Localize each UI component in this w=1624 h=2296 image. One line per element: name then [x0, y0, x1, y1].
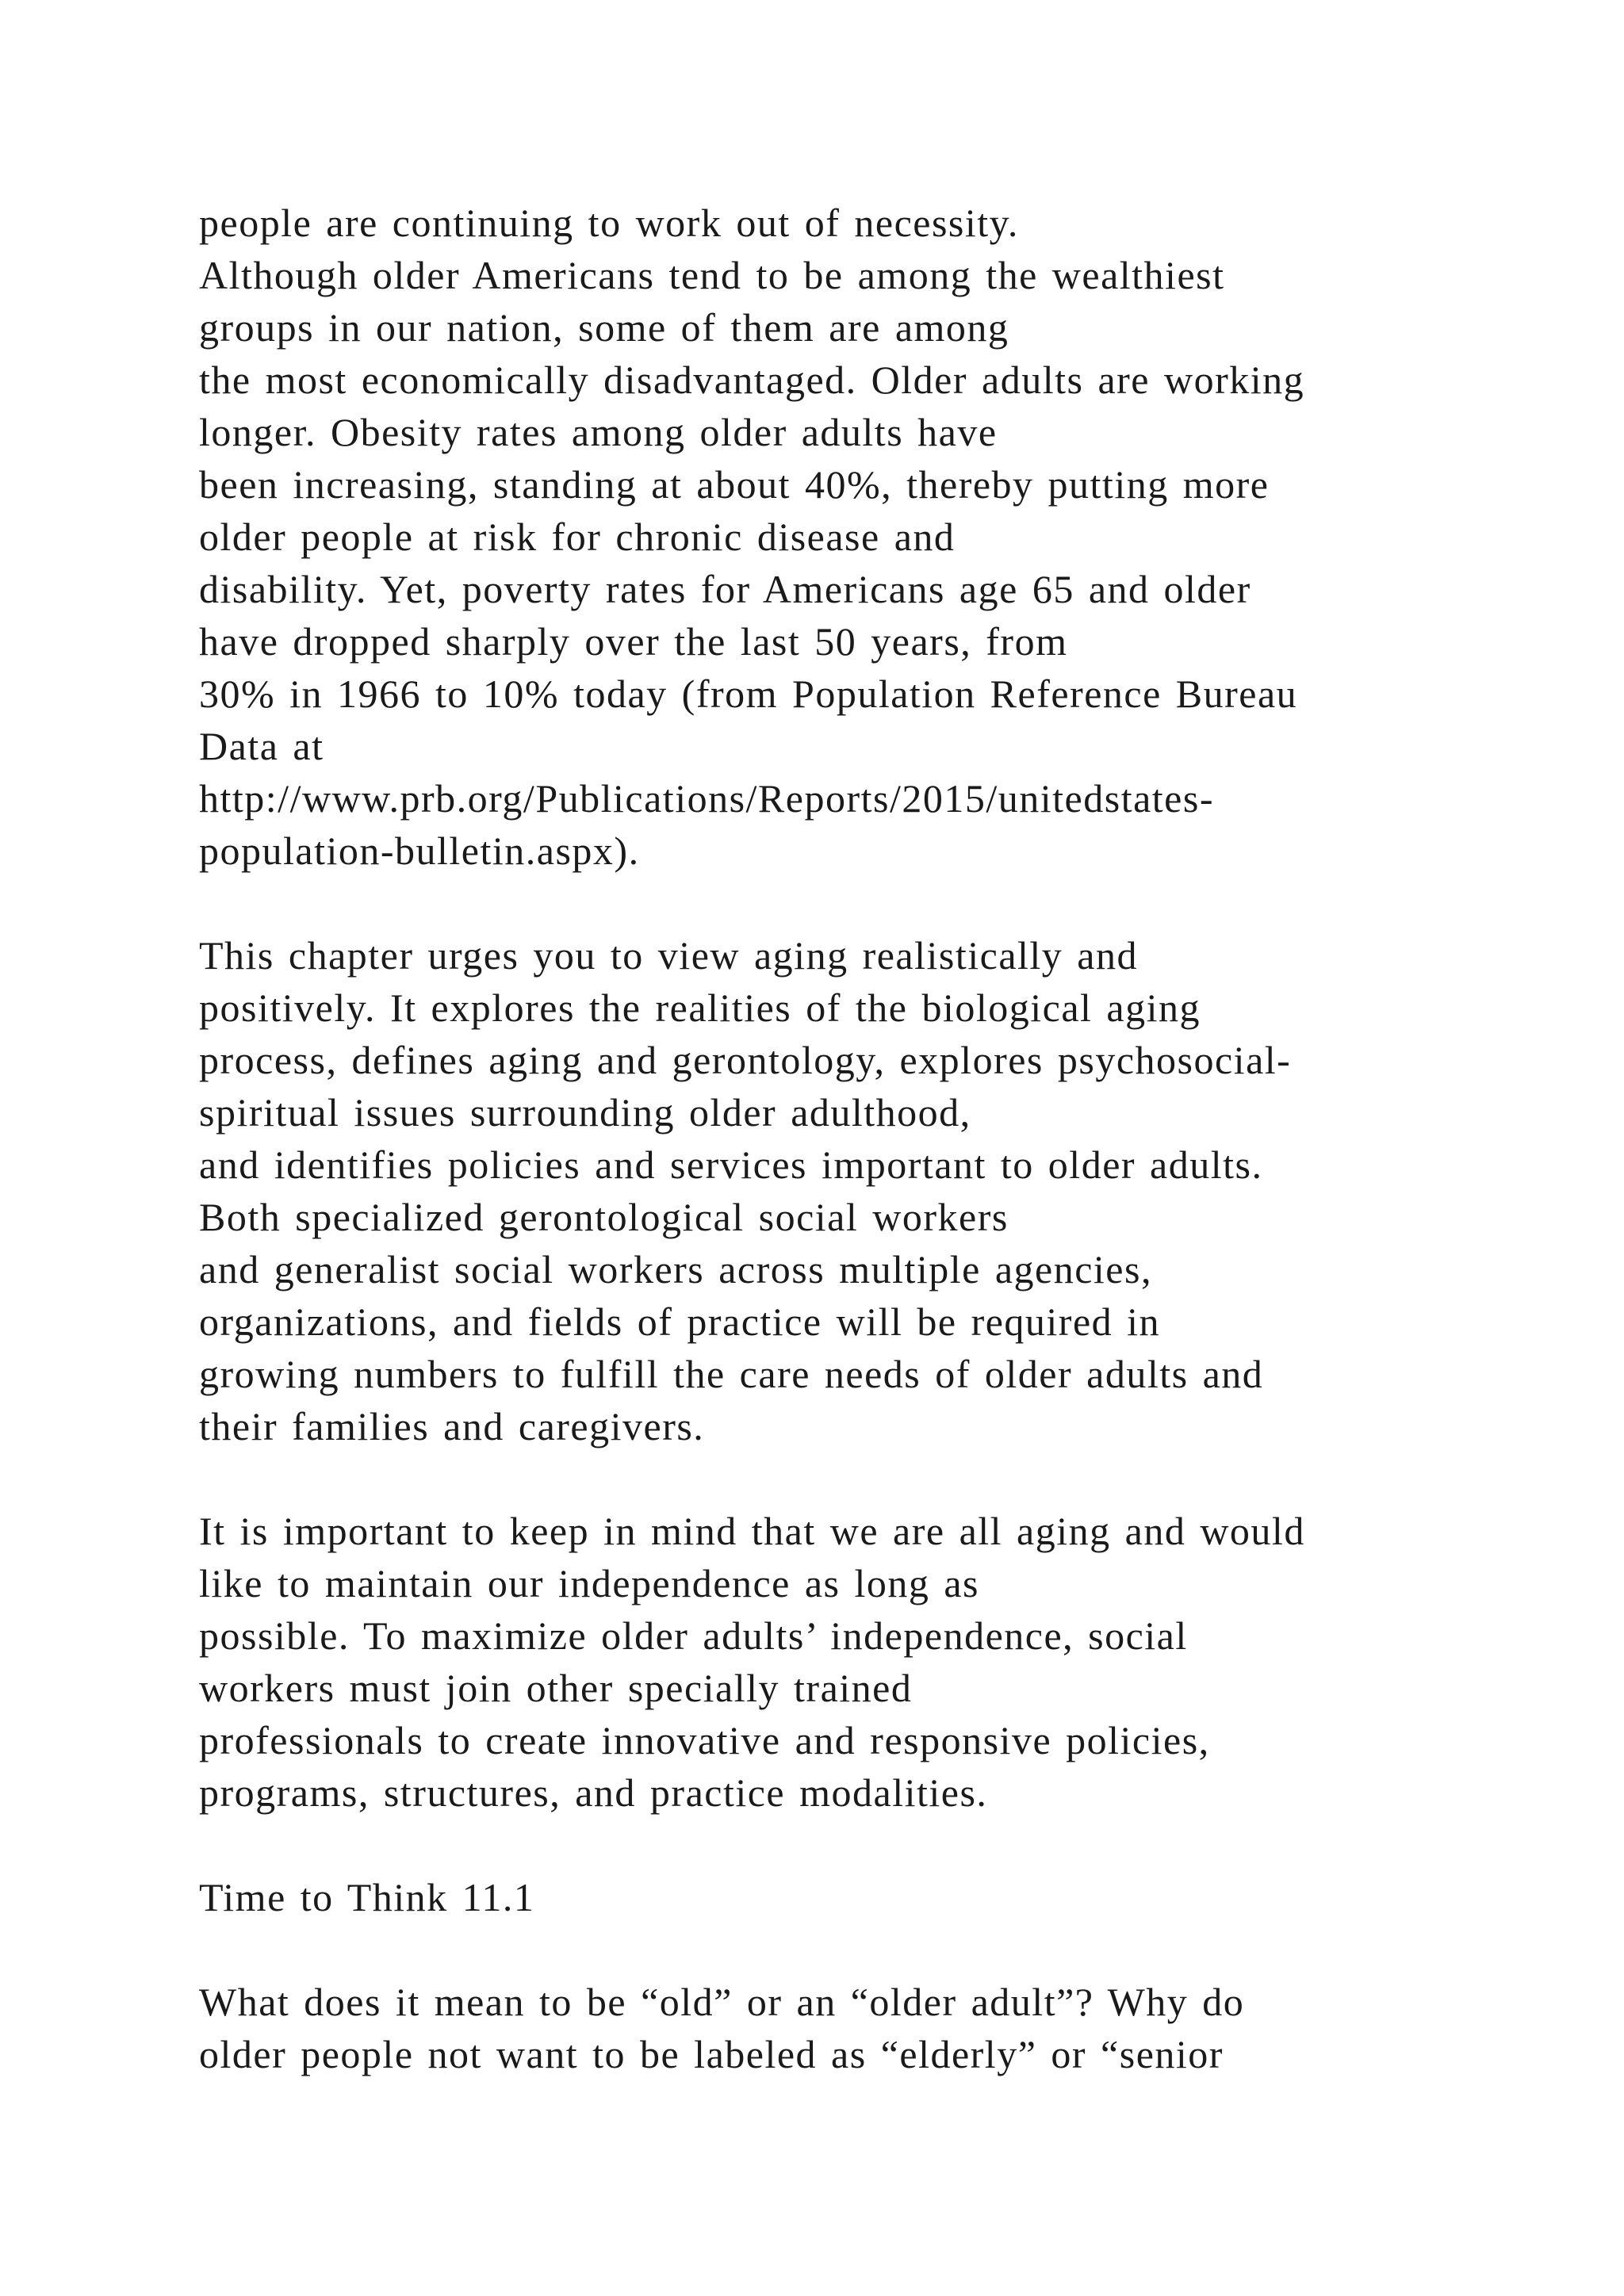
text-line: This chapter urges you to view aging realistically and [199, 933, 1138, 978]
text-line: possible. To maximize older adults’ independence, social [199, 1613, 1188, 1658]
text-line: older people at risk for chronic disease and [199, 515, 956, 559]
text-line: professionals to create innovative and responsive policies, [199, 1718, 1210, 1762]
text-line: workers must join other specially trained [199, 1666, 913, 1710]
url-line: population-bulletin.aspx). [199, 828, 640, 873]
text-line: spiritual issues surrounding older adulthood, [199, 1090, 971, 1135]
text-line: and identifies policies and services important to older adults. [199, 1142, 1263, 1187]
text-line: the most economically disadvantaged. Older adults are working [199, 358, 1305, 402]
text-line: It is important to keep in mind that we are all aging and would [199, 1509, 1305, 1553]
text-line: longer. Obesity rates among older adults have [199, 410, 998, 454]
text-line: 30% in 1966 to 10% today (from Population Reference Bureau [199, 672, 1298, 716]
text-line: groups in our nation, some of them are among [199, 305, 1009, 350]
text-line: positively. It explores the realities of the biological aging [199, 985, 1201, 1030]
text-line: What does it mean to be “old” or an “older adult”? Why do [199, 1980, 1245, 2024]
paragraph-gap [199, 877, 1484, 929]
text-line: process, defines aging and gerontology, explores psychosocial- [199, 1038, 1292, 1082]
text-line: programs, structures, and practice modalities. [199, 1770, 988, 1815]
text-line: like to maintain our independence as long as [199, 1561, 980, 1605]
text-line: have dropped sharply over the last 50 years, from [199, 619, 1068, 664]
section-heading: Time to Think 11.1 [199, 1875, 535, 1919]
text-line: been increasing, standing at about 40%, thereby putting more [199, 462, 1270, 507]
text-line: disability. Yet, poverty rates for Americans age 65 and older [199, 567, 1251, 611]
text-line: growing numbers to fulfill the care needs of older adults and [199, 1352, 1264, 1396]
text-line: Both specialized gerontological social workers [199, 1195, 1009, 1239]
text-line: people are continuing to work out of necessity. [199, 201, 1019, 245]
text-line: their families and caregivers. [199, 1404, 705, 1448]
body-text [199, 197, 1484, 2080]
text-line: and generalist social workers across multiple agencies, [199, 1247, 1152, 1292]
text-line: older people not want to be labeled as “elderly” or “senior [199, 2032, 1224, 2076]
text-line: organizations, and fields of practice will be required in [199, 1299, 1161, 1344]
url-line: http://www.prb.org/Publications/Reports/2015/unitedstates- [199, 776, 1214, 821]
paragraph-gap [199, 1923, 1484, 1976]
text-line: Although older Americans tend to be among the wealthiest [199, 253, 1225, 297]
paragraph-gap [199, 1452, 1484, 1505]
text-line: Data at [199, 724, 324, 768]
paragraph-gap [199, 1819, 1484, 1871]
